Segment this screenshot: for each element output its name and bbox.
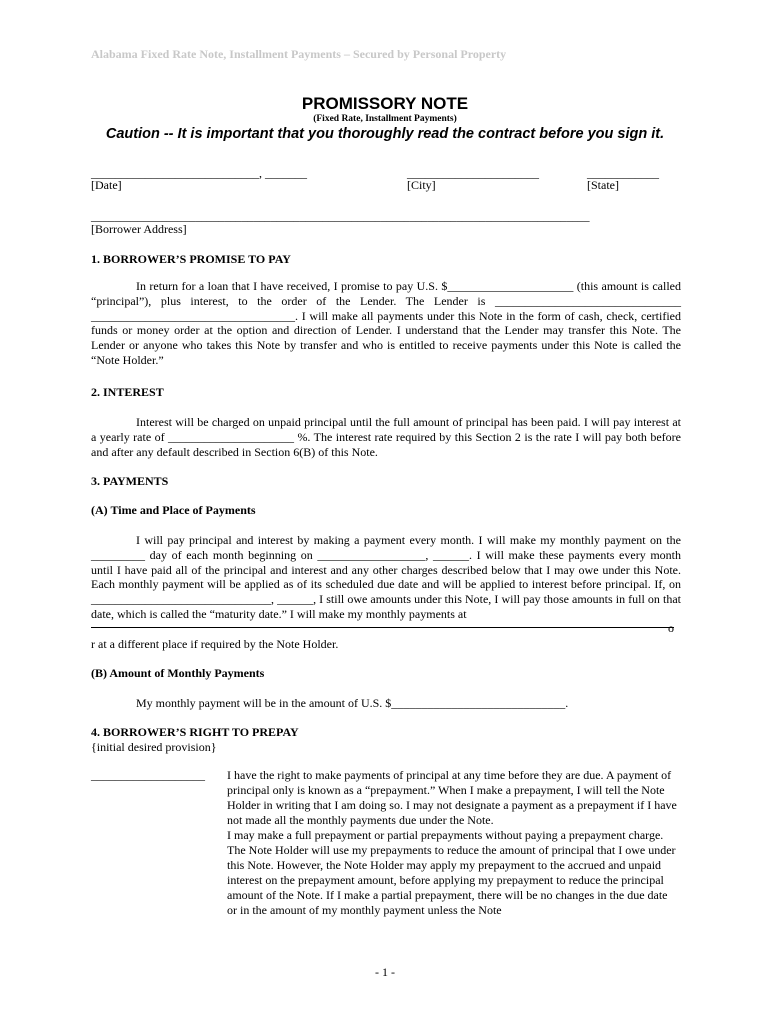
payment-place-blank[interactable]	[91, 627, 674, 628]
section-3-heading: 3. PAYMENTS	[91, 474, 169, 488]
section-2-body	[91, 415, 681, 459]
initial-blank[interactable]: ___________________	[91, 768, 205, 782]
section-3a-body	[91, 533, 681, 622]
date-blank[interactable]: ____________________________, _______	[91, 166, 307, 180]
section-3a-tail: r at a different place if required by the Note Holder.	[91, 637, 339, 651]
city-blank[interactable]: ______________________	[407, 166, 539, 180]
prepayment-paragraph-1: I have the right to make payments of principal at any time before they are due. A payment of principal only is known as a “prepayment.” When I make a prepayment, I will tell the Note Holder in writing that I am doing so. I may not designate a payment as a prepayment if I have not made all the monthly payments due under the Note.	[227, 768, 677, 827]
section-1-text: In return for a loan that I have received, I promise to pay U.S. $_____________________ (this amount is called “principal”), plus interest, to the order of the Lender. The Lender is _______________________________ __________________________________. I will make all payments under this Note in the form of cash, check, certified funds or money order at the option and direction of Lender. I understand that the Lender may transfer this Note. The Lender or anyone who takes this Note by transfer and who is entitled to receive payments under this Note is called the “Note Holder.”	[91, 279, 681, 367]
section-1-heading: 1. BORROWER’S PROMISE TO PAY	[91, 252, 291, 266]
page-number: - 1 -	[375, 965, 395, 979]
city-label: [City]	[407, 178, 436, 192]
section-3a-tail-o: o	[668, 621, 674, 635]
caution-notice: Caution -- It is important that you thoroughly read the contract before you sign it.	[105, 126, 665, 142]
section-3a-heading: (A) Time and Place of Payments	[91, 503, 256, 517]
section-1-body	[91, 279, 681, 368]
section-3a-text: I will pay principal and interest by making a payment every month. I will make my monthly payment on the _________ day of each month beginning on __________________, ______. I will make these payments every month until I have paid all of the principal and interest and any other charges described below that I may owe under this Note. Each monthly payment will be applied as of its scheduled due date and will be applied to interest before principal. If, on ______________________________, ______, I still owe amounts under this Note, I will pay those amounts in full on that date, which is called the “maturity date.” I will make my monthly payments at	[91, 533, 681, 621]
date-label: [Date]	[91, 178, 122, 192]
section-3b-text: My monthly payment will be in the amount of U.S. $_____________________________.	[136, 696, 569, 710]
section-2-heading: 2. INTEREST	[91, 385, 164, 399]
document-title: PROMISSORY NOTE	[301, 94, 469, 113]
section-4-note: {initial desired provision}	[91, 740, 217, 754]
section-3b-heading: (B) Amount of Monthly Payments	[91, 666, 265, 680]
state-label: [State]	[587, 178, 619, 192]
document-subtitle: (Fixed Rate, Installment Payments)	[313, 114, 457, 124]
section-4-heading: 4. BORROWER’S RIGHT TO PREPAY	[91, 725, 299, 739]
running-header: Alabama Fixed Rate Note, Installment Payments – Secured by Personal Property	[91, 47, 507, 61]
section-2-text: Interest will be charged on unpaid principal until the full amount of principal has been paid. I will pay interest at a yearly rate of _____________________ %. The interest rate required by this Section 2 is the rate I will pay both before and after any default described in Section 6(B) of this Note.	[91, 415, 681, 459]
borrower-address-label: [Borrower Address]	[91, 222, 187, 236]
prepayment-paragraph-2: I may make a full prepayment or partial prepayments without paying a prepayment charge. The Note Holder will use my prepayments to reduce the amount of principal that I owe under this Note. However, the Note Holder may apply my prepayment to the accrued and unpaid interest on the prepayment amount, before applying my prepayment to reduce the principal amount of the Note. If I make a partial prepayment, there will be no changes in the due date or in the amount of my monthly payment unless the Note	[227, 828, 676, 917]
prepayment-provision	[227, 768, 679, 918]
borrower-address-blank[interactable]: ______________________________________________________________________________________	[91, 210, 590, 223]
state-blank[interactable]: ____________	[587, 166, 659, 180]
